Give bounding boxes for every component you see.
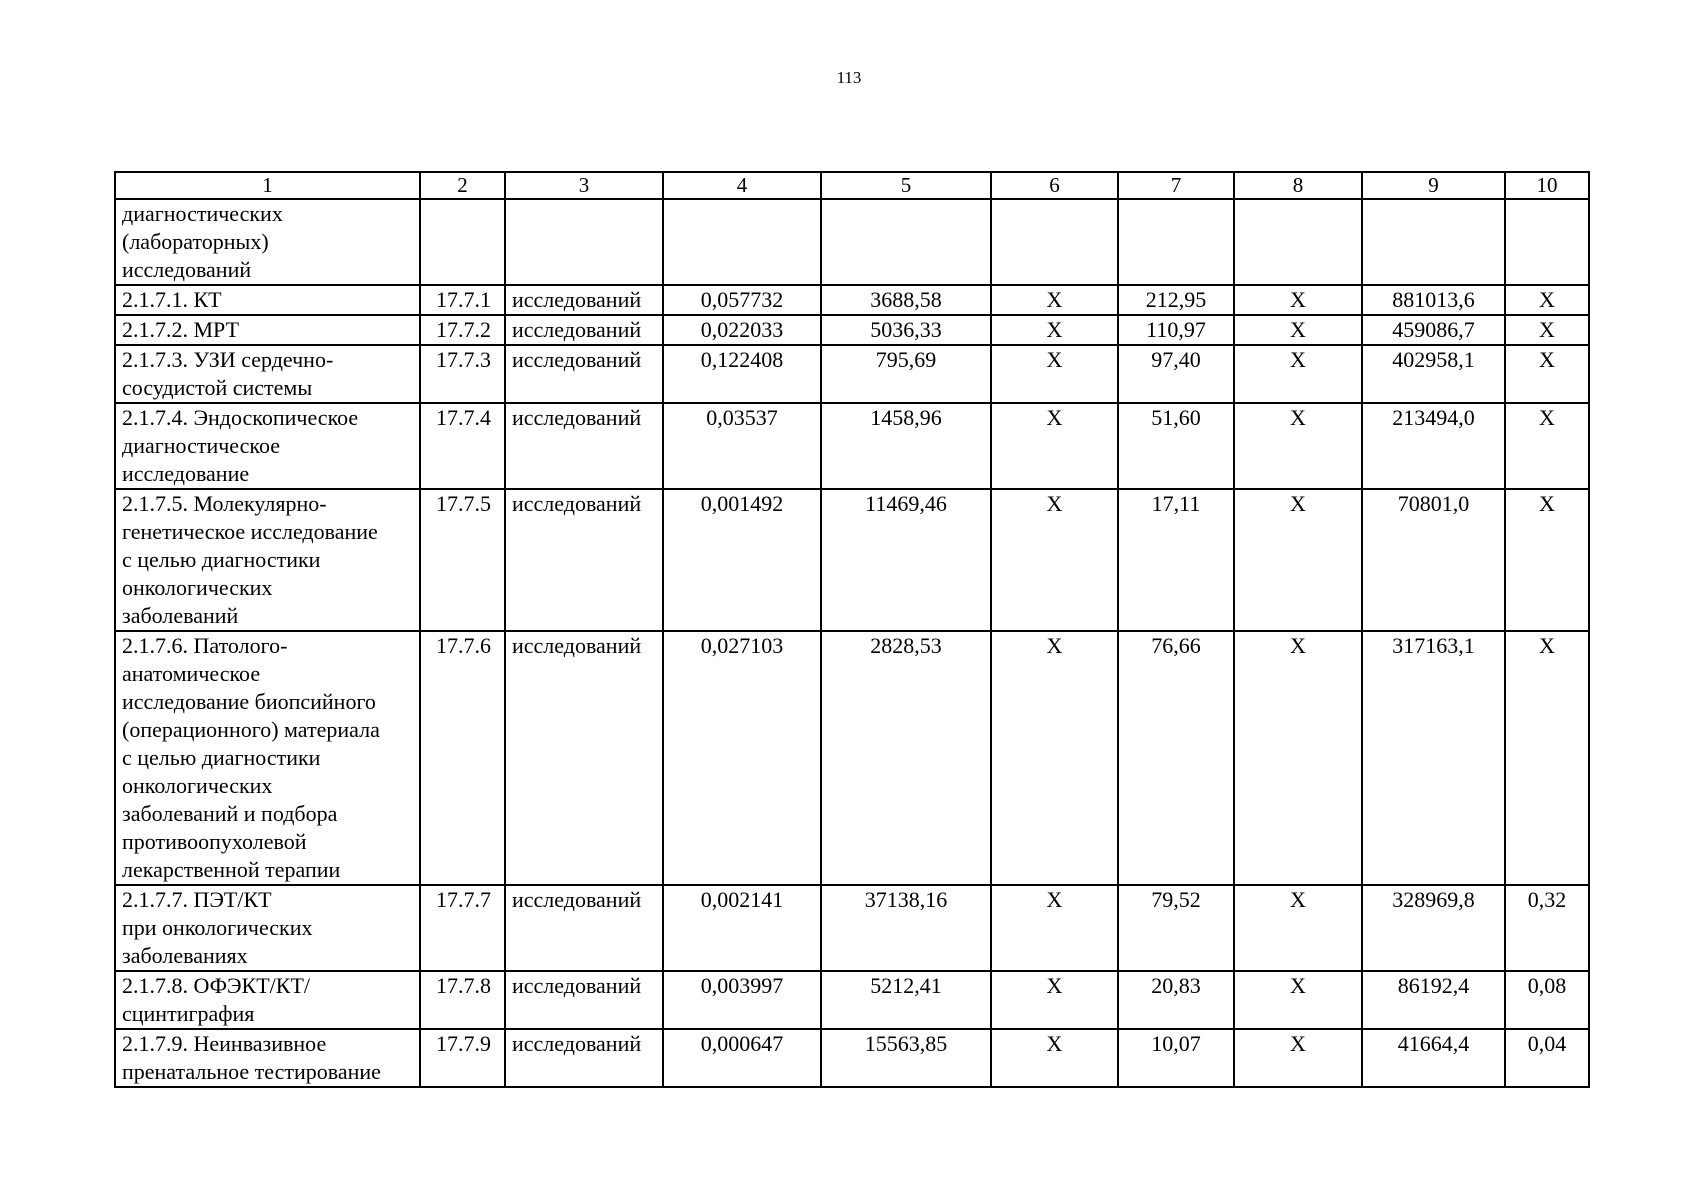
row-code-cell: 17.7.9 xyxy=(420,1029,505,1087)
row-unit-cell: исследований xyxy=(505,885,663,971)
row-unit-cell: исследований xyxy=(505,315,663,345)
row-unit-cell: исследований xyxy=(505,1029,663,1087)
row-value-cell: 0,08 xyxy=(1505,971,1589,1029)
row-value-cell: Х xyxy=(1234,285,1362,315)
row-name-cell: 2.1.7.7. ПЭТ/КТ при онкологических заболеваниях xyxy=(115,885,420,971)
row-value-cell: 0,003997 xyxy=(663,971,821,1029)
row-unit-cell: исследований xyxy=(505,489,663,631)
row-value-cell: 20,83 xyxy=(1118,971,1234,1029)
row-value-cell: 402958,1 xyxy=(1362,345,1505,403)
table-row xyxy=(115,885,1589,971)
row-value-cell: 317163,1 xyxy=(1362,631,1505,885)
row-value-cell: Х xyxy=(1505,489,1589,631)
row-name-cell: 2.1.7.9. Неинвазивное пренатальное тестирование xyxy=(115,1029,420,1087)
row-value-cell: Х xyxy=(991,885,1118,971)
row-value-cell: 41664,4 xyxy=(1362,1029,1505,1087)
row-value-cell: 459086,7 xyxy=(1362,315,1505,345)
table-row xyxy=(115,971,1589,1029)
row-value-cell: 0,03537 xyxy=(663,403,821,489)
header-cell: 2 xyxy=(420,172,505,199)
row-value-cell: 328969,8 xyxy=(1362,885,1505,971)
row-value-cell: 0,022033 xyxy=(663,315,821,345)
row-name-cell: 2.1.7.8. ОФЭКТ/КТ/ сцинтиграфия xyxy=(115,971,420,1029)
row-value-cell: Х xyxy=(991,1029,1118,1087)
row-value-cell: 795,69 xyxy=(821,345,991,403)
row-value-cell xyxy=(1118,199,1234,285)
row-value-cell: 3688,58 xyxy=(821,285,991,315)
header-cell: 6 xyxy=(991,172,1118,199)
table-body xyxy=(115,199,1589,1087)
row-value-cell xyxy=(991,199,1118,285)
row-name-cell: 2.1.7.5. Молекулярно- генетическое исследование с целью диагностики онкологических заболеваний xyxy=(115,489,420,631)
row-value-cell: 110,97 xyxy=(1118,315,1234,345)
row-code-cell: 17.7.7 xyxy=(420,885,505,971)
row-value-cell: 70801,0 xyxy=(1362,489,1505,631)
row-value-cell: 79,52 xyxy=(1118,885,1234,971)
row-name-cell: 2.1.7.4. Эндоскопическое диагностическое исследование xyxy=(115,403,420,489)
header-cell: 9 xyxy=(1362,172,1505,199)
table-row xyxy=(115,345,1589,403)
header-cell: 4 xyxy=(663,172,821,199)
row-value-cell: Х xyxy=(1505,345,1589,403)
row-value-cell: 2828,53 xyxy=(821,631,991,885)
row-unit-cell xyxy=(505,199,663,285)
page-number: 113 xyxy=(836,68,862,87)
row-code-cell: 17.7.1 xyxy=(420,285,505,315)
header-cell: 5 xyxy=(821,172,991,199)
row-unit-cell: исследований xyxy=(505,971,663,1029)
row-value-cell: 213494,0 xyxy=(1362,403,1505,489)
row-name-cell: 2.1.7.3. УЗИ сердечно- сосудистой системы xyxy=(115,345,420,403)
row-code-cell: 17.7.2 xyxy=(420,315,505,345)
table-row xyxy=(115,631,1589,885)
row-name-cell: 2.1.7.6. Патолого- анатомическое исследование биопсийного (операционного) материала с целью диагностики онкологических заболеваний и подбора противоопухолевой лекарственной терапии xyxy=(115,631,420,885)
row-value-cell: Х xyxy=(1505,285,1589,315)
header-cell: 7 xyxy=(1118,172,1234,199)
row-value-cell: Х xyxy=(1234,403,1362,489)
row-value-cell: 17,11 xyxy=(1118,489,1234,631)
row-name-cell: 2.1.7.2. МРТ xyxy=(115,315,420,345)
row-value-cell: Х xyxy=(1234,345,1362,403)
row-value-cell: 0,122408 xyxy=(663,345,821,403)
row-value-cell: 0,32 xyxy=(1505,885,1589,971)
row-code-cell: 17.7.4 xyxy=(420,403,505,489)
row-value-cell: Х xyxy=(991,285,1118,315)
row-value-cell: Х xyxy=(991,631,1118,885)
row-unit-cell: исследований xyxy=(505,631,663,885)
row-value-cell: 0,002141 xyxy=(663,885,821,971)
header-cell: 8 xyxy=(1234,172,1362,199)
row-value-cell: 5036,33 xyxy=(821,315,991,345)
row-value-cell xyxy=(1505,199,1589,285)
row-code-cell xyxy=(420,199,505,285)
table-row xyxy=(115,403,1589,489)
row-value-cell: 76,66 xyxy=(1118,631,1234,885)
row-value-cell: Х xyxy=(1234,489,1362,631)
row-value-cell: 51,60 xyxy=(1118,403,1234,489)
row-value-cell: Х xyxy=(1234,631,1362,885)
row-value-cell: Х xyxy=(1505,403,1589,489)
row-value-cell: 212,95 xyxy=(1118,285,1234,315)
row-value-cell: 11469,46 xyxy=(821,489,991,631)
row-code-cell: 17.7.6 xyxy=(420,631,505,885)
row-value-cell: 0,04 xyxy=(1505,1029,1589,1087)
row-value-cell: 0,057732 xyxy=(663,285,821,315)
row-name-cell: 2.1.7.1. КТ xyxy=(115,285,420,315)
row-value-cell: Х xyxy=(991,971,1118,1029)
row-unit-cell: исследований xyxy=(505,403,663,489)
table-row xyxy=(115,1029,1589,1087)
row-name-cell: диагностических (лабораторных) исследований xyxy=(115,199,420,285)
row-value-cell: Х xyxy=(991,403,1118,489)
row-value-cell: 0,027103 xyxy=(663,631,821,885)
row-value-cell: Х xyxy=(1234,315,1362,345)
row-value-cell xyxy=(1234,199,1362,285)
header-cell: 1 xyxy=(115,172,420,199)
row-code-cell: 17.7.3 xyxy=(420,345,505,403)
table-header xyxy=(115,172,1589,199)
row-value-cell: 10,07 xyxy=(1118,1029,1234,1087)
table-row xyxy=(115,285,1589,315)
row-value-cell: 15563,85 xyxy=(821,1029,991,1087)
row-unit-cell: исследований xyxy=(505,285,663,315)
row-value-cell xyxy=(821,199,991,285)
data-table xyxy=(114,171,1590,1088)
header-cell: 3 xyxy=(505,172,663,199)
row-value-cell: 1458,96 xyxy=(821,403,991,489)
row-code-cell: 17.7.5 xyxy=(420,489,505,631)
row-value-cell: 97,40 xyxy=(1118,345,1234,403)
row-value-cell xyxy=(1362,199,1505,285)
header-row xyxy=(115,172,1589,199)
row-value-cell: Х xyxy=(1234,971,1362,1029)
row-value-cell: Х xyxy=(991,489,1118,631)
row-value-cell: 37138,16 xyxy=(821,885,991,971)
row-value-cell: 5212,41 xyxy=(821,971,991,1029)
row-value-cell: Х xyxy=(1505,631,1589,885)
row-value-cell: Х xyxy=(1234,1029,1362,1087)
table-row xyxy=(115,315,1589,345)
row-value-cell: 881013,6 xyxy=(1362,285,1505,315)
row-value-cell: Х xyxy=(991,345,1118,403)
table-row xyxy=(115,489,1589,631)
row-value-cell: 0,001492 xyxy=(663,489,821,631)
row-unit-cell: исследований xyxy=(505,345,663,403)
header-cell: 10 xyxy=(1505,172,1589,199)
row-value-cell: 0,000647 xyxy=(663,1029,821,1087)
row-value-cell: Х xyxy=(1505,315,1589,345)
row-value-cell: Х xyxy=(991,315,1118,345)
row-value-cell: Х xyxy=(1234,885,1362,971)
row-code-cell: 17.7.8 xyxy=(420,971,505,1029)
row-value-cell xyxy=(663,199,821,285)
table-row xyxy=(115,199,1589,285)
row-value-cell: 86192,4 xyxy=(1362,971,1505,1029)
